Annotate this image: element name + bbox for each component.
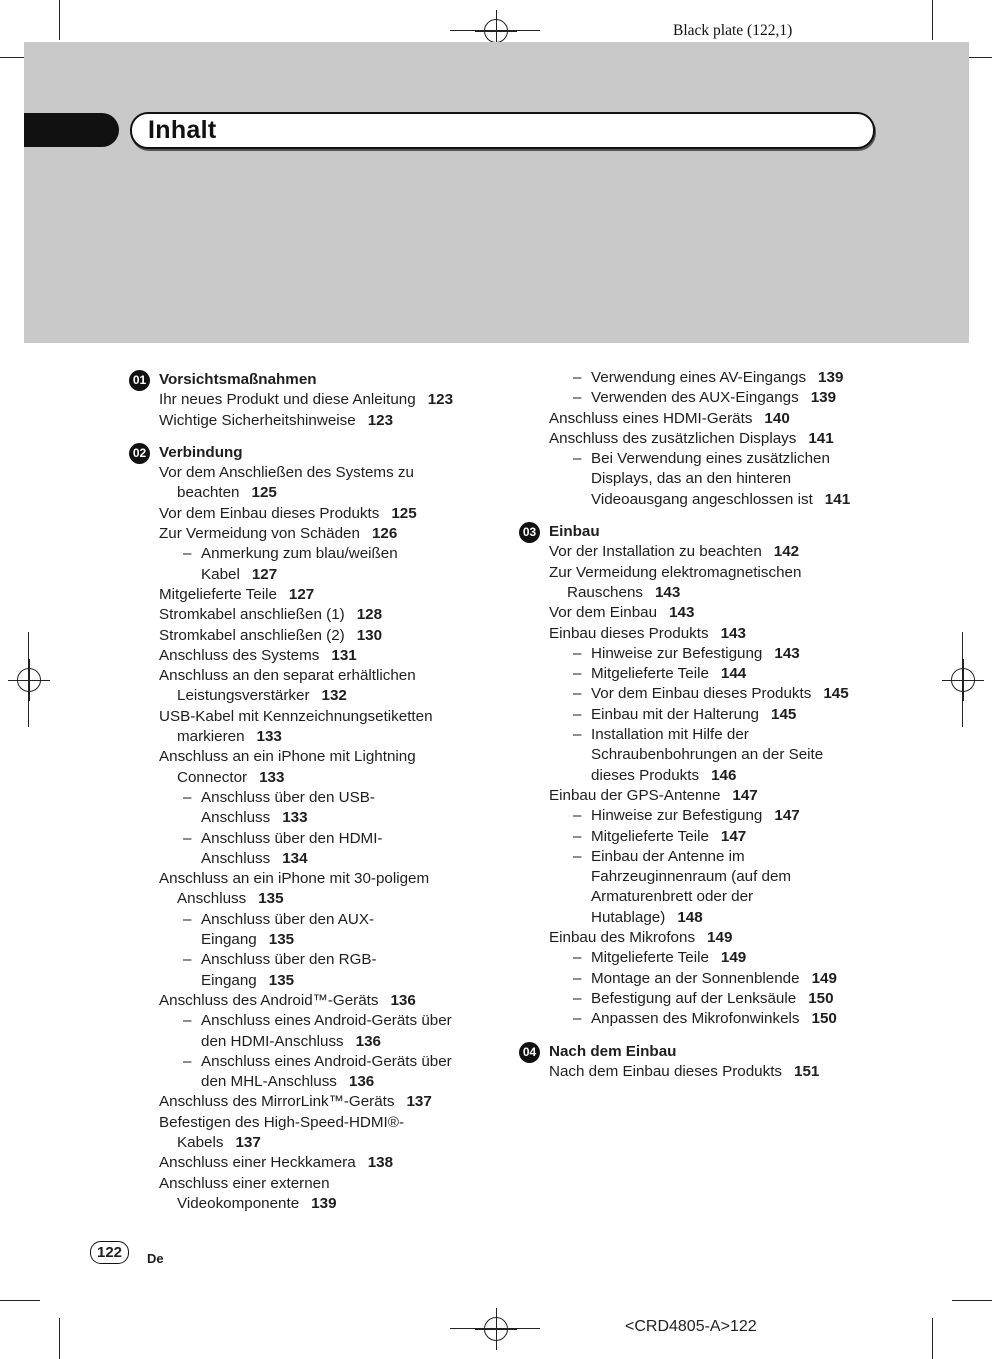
- toc-entry: [159, 1052, 499, 1093]
- toc-entry-text: Hinweise zur Befestigung: [591, 807, 763, 825]
- crop-mark: [932, 1318, 933, 1359]
- toc-page-number: 125: [251, 484, 277, 502]
- section-heading: [522, 522, 889, 542]
- toc-entry-line: [549, 684, 889, 704]
- toc-page-number: 137: [406, 1093, 432, 1111]
- toc-entry-line: [549, 603, 889, 623]
- toc-entry-text: Schraubenbohrungen an der Seite: [591, 746, 824, 764]
- toc-entry-line: [159, 411, 499, 431]
- toc-entry-text: Videoausgang angeschlossen ist: [591, 490, 813, 508]
- toc-page-number: 148: [677, 908, 703, 926]
- toc-entry-text: USB-Kabel mit Kennzeichnungsetiketten: [159, 707, 433, 725]
- toc-entry-line: [549, 409, 889, 429]
- toc-entry-line: [159, 950, 499, 970]
- toc-page-number: 125: [391, 504, 417, 522]
- dash-marker: –: [183, 951, 192, 969]
- toc-page-number: 143: [774, 644, 800, 662]
- toc-entry: [159, 504, 499, 524]
- toc-page-number: 131: [331, 646, 357, 664]
- toc-page-number: 145: [771, 705, 797, 723]
- toc-entry: [159, 1092, 499, 1112]
- toc-page-number: 147: [720, 827, 747, 845]
- toc-entry-line: [159, 390, 499, 410]
- toc-entry-text: Einbau der Antenne im: [591, 847, 745, 865]
- toc-entry-text: Eingang: [201, 971, 257, 989]
- toc-entry: [549, 603, 889, 623]
- toc-entry-line: [159, 889, 499, 909]
- toc-entry-line: [159, 829, 499, 849]
- toc-entry-line: [549, 867, 889, 887]
- toc-entry-text: Ihr neues Produkt und diese Anleitung: [159, 391, 416, 409]
- toc-entry: [159, 390, 499, 410]
- toc-page-number: 133: [259, 768, 285, 786]
- toc-entry-line: [549, 563, 889, 583]
- toc-entry: [159, 1113, 499, 1154]
- toc-entry-text: beachten: [177, 484, 240, 502]
- toc-page-number: 141: [824, 490, 851, 508]
- toc-entry: [159, 829, 499, 870]
- toc-page-number: 141: [808, 429, 834, 447]
- toc-entry-text: Anschluss über den RGB-: [201, 951, 377, 969]
- toc-entry-text: Hinweise zur Befestigung: [591, 644, 763, 662]
- toc-entry: [549, 989, 889, 1009]
- registration-mark-icon: [484, 1317, 508, 1341]
- toc-entry: [549, 624, 889, 644]
- dash-marker: –: [183, 788, 192, 806]
- toc-entry-line: [159, 1032, 499, 1052]
- dash-marker: –: [183, 1052, 192, 1070]
- toc-entry-line: [549, 368, 889, 388]
- toc-page-number: 136: [348, 1073, 375, 1091]
- toc-entry-line: [549, 644, 889, 664]
- toc-page-number: 150: [811, 1010, 837, 1028]
- toc-entry-line: [549, 542, 889, 562]
- header-band: [24, 42, 969, 343]
- toc-entry: [159, 463, 499, 504]
- toc-entry-text: den MHL-Anschluss: [201, 1073, 337, 1091]
- toc-page-number: 137: [235, 1133, 261, 1151]
- toc-entry-text: Einbau des Mikrofons: [549, 929, 696, 947]
- toc-entry-text: Vor dem Einbau dieses Produkts: [159, 504, 380, 522]
- toc-page-number: 135: [268, 971, 295, 989]
- toc-page-number: 126: [371, 525, 398, 543]
- toc-entry-line: [159, 991, 499, 1011]
- toc-entry: [549, 388, 889, 408]
- toc-entry-text: Nach dem Einbau dieses Produkts: [549, 1062, 783, 1080]
- section-gap: [549, 510, 889, 522]
- toc-entry-line: [159, 1052, 499, 1072]
- toc-entry-line: [549, 928, 889, 948]
- toc-entry-line: [159, 1133, 499, 1153]
- toc-entry: [549, 368, 889, 388]
- toc-entry-line: [549, 429, 889, 449]
- toc-entry-text: Kabels: [177, 1133, 224, 1151]
- toc-entry: [549, 948, 889, 968]
- toc-page-number: 143: [720, 624, 746, 642]
- section-gap: [549, 1030, 889, 1042]
- toc-entry-line: [159, 565, 499, 585]
- toc-entry-line: [159, 707, 499, 727]
- toc-entry-text: Displays, das an den hinteren: [591, 470, 792, 488]
- toc-entry-line: [159, 788, 499, 808]
- section-heading: [132, 443, 499, 463]
- toc-entry: [549, 1062, 889, 1082]
- toc-page-number: 127: [251, 565, 278, 583]
- toc-entry: [159, 707, 499, 748]
- toc-entry: [549, 969, 889, 989]
- toc-page-number: 135: [258, 890, 284, 908]
- toc-entry-text: den HDMI-Anschluss: [201, 1032, 344, 1050]
- dash-marker: –: [573, 705, 582, 723]
- toc-entry: [549, 1009, 889, 1029]
- toc-entry-text: Anschluss des Android™-Geräts: [159, 991, 379, 1009]
- toc-entry: [159, 666, 499, 707]
- toc-entry-text: Eingang: [201, 931, 257, 949]
- page-number: 122: [90, 1241, 129, 1264]
- toc-entry-line: [159, 646, 499, 666]
- section-title: Einbau: [549, 523, 600, 541]
- toc-entry-text: Anschluss an den separat erhältlichen: [159, 667, 416, 685]
- toc-page-number: 132: [321, 687, 347, 705]
- toc-entry-text: Anschluss des Systems: [159, 646, 320, 664]
- toc-entry-line: [159, 727, 499, 747]
- toc-entry: [159, 747, 499, 788]
- toc-entry: [549, 664, 889, 684]
- toc-entry-text: Bei Verwendung eines zusätzlichen: [591, 450, 830, 468]
- toc-entry-text: Anschluss: [201, 849, 271, 867]
- toc-entry: [159, 1174, 499, 1215]
- toc-entry-line: [159, 869, 499, 889]
- toc-entry: [549, 409, 889, 429]
- toc-entry: [159, 605, 499, 625]
- dash-marker: –: [183, 1012, 192, 1030]
- toc-entry-text: Verwenden des AUX-Eingangs: [591, 389, 799, 407]
- section-number-badge: 03: [519, 522, 540, 543]
- toc-entry-line: [159, 1174, 499, 1194]
- toc-entry: [549, 684, 889, 704]
- toc-entry-line: [549, 1062, 889, 1082]
- toc-entry: [549, 705, 889, 725]
- document-code: <CRD4805-A>122: [625, 1318, 757, 1335]
- toc-page-number: 133: [256, 728, 282, 746]
- toc-entry-text: Anschluss: [177, 890, 247, 908]
- toc-entry: [159, 411, 499, 431]
- toc-page-number: 140: [764, 409, 790, 427]
- toc-entry: [549, 449, 889, 510]
- toc-page-number: 127: [288, 585, 315, 603]
- toc-page-number: 130: [356, 626, 383, 644]
- toc-entry-text: Anschluss über den AUX-: [201, 910, 375, 928]
- toc-entry-line: [159, 605, 499, 625]
- toc-entry: [159, 910, 499, 951]
- toc-entry-text: Mitgelieferte Teile: [591, 665, 709, 683]
- toc-entry-text: Anschluss einer externen: [159, 1174, 330, 1192]
- toc-entry: [549, 429, 889, 449]
- toc-entry-text: Hutablage): [591, 908, 666, 926]
- toc-entry-line: [549, 827, 889, 847]
- toc-entry-line: [159, 666, 499, 686]
- toc-entry-text: markieren: [177, 728, 245, 746]
- toc-entry-text: Anmerkung zum blau/weißen: [201, 545, 398, 563]
- toc-entry: [549, 725, 889, 786]
- dash-marker: –: [573, 665, 582, 683]
- toc-entry-line: [159, 483, 499, 503]
- dash-marker: –: [573, 989, 582, 1007]
- dash-marker: –: [573, 969, 582, 987]
- toc-page-number: 143: [669, 604, 695, 622]
- toc-page-number: 136: [390, 991, 416, 1009]
- toc-page-number: 133: [282, 809, 308, 827]
- toc-entry-line: [549, 624, 889, 644]
- toc-entry-text: Anschluss des MirrorLink™-Geräts: [159, 1093, 395, 1111]
- toc-entry: [159, 524, 499, 544]
- toc-entry-text: Anschluss eines Android-Geräts über: [201, 1012, 452, 1030]
- toc-entry-line: [159, 1072, 499, 1092]
- toc-entry-line: [549, 449, 889, 469]
- toc-entry-text: Vor dem Einbau: [549, 604, 658, 622]
- toc-entry-text: Montage an der Sonnenblende: [591, 969, 800, 987]
- dash-marker: –: [573, 827, 582, 845]
- toc-entry: [549, 806, 889, 826]
- toc-entry-line: [159, 626, 499, 646]
- toc-page-number: 150: [808, 989, 834, 1007]
- toc-page-number: 151: [794, 1062, 820, 1080]
- crop-mark: [59, 1318, 60, 1359]
- toc-entry: [549, 542, 889, 562]
- dash-marker: –: [573, 644, 582, 662]
- toc-entry-text: Verwendung eines AV-Eingangs: [591, 369, 807, 386]
- toc-page-number: 135: [268, 931, 295, 949]
- toc-entry-line: [549, 745, 889, 765]
- toc-entry-text: dieses Produkts: [591, 766, 700, 784]
- crop-mark: [0, 1300, 40, 1301]
- toc-entry: [159, 1011, 499, 1052]
- toc-entry-text: Befestigen des High-Speed-HDMI®-: [159, 1113, 405, 1131]
- toc-entry-line: [159, 1113, 499, 1133]
- toc-entry-text: Vor dem Anschließen des Systems zu: [159, 464, 414, 482]
- toc-entry-text: Anschluss an ein iPhone mit Lightning: [159, 748, 416, 766]
- toc-page-number: 136: [355, 1032, 381, 1050]
- toc-entry-text: Mitgelieferte Teile: [591, 827, 709, 845]
- dash-marker: –: [573, 369, 582, 386]
- toc-entry-line: [549, 583, 889, 603]
- toc-entry-text: Rauschens: [567, 583, 643, 601]
- registration-mark-icon: [17, 668, 41, 692]
- dash-marker: –: [573, 807, 582, 825]
- toc-entry-line: [549, 664, 889, 684]
- toc-page-number: 145: [823, 685, 849, 703]
- toc-entry-text: Armaturenbrett oder der: [591, 888, 754, 906]
- toc-entry-line: [549, 705, 889, 725]
- toc-column-left: [132, 370, 499, 1214]
- toc-entry-line: [159, 544, 499, 564]
- toc-entry-text: Anschluss einer Heckkamera: [159, 1154, 356, 1172]
- registration-mark-icon: [951, 668, 975, 692]
- toc-entry: [549, 928, 889, 948]
- toc-entry-text: Einbau dieses Produkts: [549, 624, 709, 642]
- title-box: [130, 112, 875, 149]
- toc-entry: [159, 788, 499, 829]
- section-number-badge: 04: [519, 1042, 540, 1063]
- toc-entry-line: [159, 1153, 499, 1173]
- section-title: Vorsichtsmaßnahmen: [159, 371, 317, 388]
- toc-page-number: 139: [311, 1194, 337, 1212]
- toc-page-number: 149: [811, 969, 837, 987]
- toc-page-number: 138: [367, 1154, 394, 1172]
- toc-entry: [549, 644, 889, 664]
- toc-entry-text: Einbau der GPS-Antenne: [549, 786, 721, 804]
- toc-entry-line: [159, 808, 499, 828]
- toc-entry-text: Vor der Installation zu beachten: [549, 543, 762, 561]
- toc-entry-line: [549, 469, 889, 489]
- dash-marker: –: [573, 1010, 582, 1028]
- toc-page-number: 149: [720, 949, 747, 967]
- toc-entry-line: [159, 747, 499, 767]
- toc-entry-text: Leistungsverstärker: [177, 687, 310, 705]
- toc-page-number: 134: [282, 849, 308, 867]
- toc-entry-line: [549, 908, 889, 928]
- toc-entry: [549, 563, 889, 604]
- toc-entry-line: [549, 969, 889, 989]
- toc-entry-text: Zur Vermeidung elektromagnetischen: [549, 563, 802, 581]
- section-number-badge: 01: [129, 370, 150, 391]
- toc-page-number: 139: [818, 369, 844, 386]
- toc-entry-line: [549, 786, 889, 806]
- toc-entry-text: Connector: [177, 768, 248, 786]
- toc-entry: [159, 1153, 499, 1173]
- section-title: Verbindung: [159, 443, 243, 461]
- section-heading: [522, 1042, 889, 1062]
- toc-entry-text: Installation mit Hilfe der: [591, 726, 749, 744]
- toc-entry-line: [159, 768, 499, 788]
- section-gap: [159, 431, 499, 443]
- toc-entry-line: [549, 989, 889, 1009]
- dash-marker: –: [573, 389, 582, 407]
- toc-page-number: 139: [810, 389, 837, 407]
- dash-marker: –: [573, 726, 582, 744]
- toc-entry: [159, 869, 499, 910]
- toc-entry: [549, 847, 889, 928]
- toc-entry-line: [549, 887, 889, 907]
- dash-marker: –: [573, 450, 582, 468]
- toc-entry-line: [159, 849, 499, 869]
- toc-entry-text: Anschluss eines HDMI-Geräts: [549, 409, 753, 427]
- registration-mark-icon: [484, 19, 508, 43]
- plate-label: Black plate (122,1): [673, 22, 793, 39]
- toc-entry: [549, 827, 889, 847]
- toc-entry-line: [159, 1092, 499, 1112]
- dash-marker: –: [183, 545, 192, 563]
- toc-entry-text: Anpassen des Mikrofonwinkels: [591, 1010, 800, 1028]
- toc-entry-text: Anschluss an ein iPhone mit 30-poligem: [159, 870, 430, 888]
- toc-entry-line: [159, 1011, 499, 1031]
- toc-page-number: 147: [732, 786, 758, 804]
- toc-entry-line: [549, 490, 889, 510]
- toc-entry-line: [549, 766, 889, 786]
- toc-entry-text: Wichtige Sicherheitshinweise: [159, 411, 356, 429]
- crop-mark: [59, 0, 60, 40]
- toc-entry-line: [159, 910, 499, 930]
- toc-entry: [159, 646, 499, 666]
- toc-column-right: [522, 368, 889, 1082]
- toc-page-number: 149: [707, 929, 733, 947]
- toc-entry-text: Einbau mit der Halterung: [591, 705, 759, 723]
- toc-entry-text: Anschluss des zusätzlichen Displays: [549, 429, 797, 447]
- title-tab: [24, 113, 119, 147]
- toc-entry-text: Anschluss: [201, 809, 271, 827]
- toc-entry: [549, 786, 889, 806]
- toc-page-number: 123: [427, 391, 454, 409]
- crop-mark: [952, 1300, 992, 1301]
- toc-entry-text: Anschluss über den USB-: [201, 788, 375, 806]
- toc-page-number: 147: [774, 807, 800, 825]
- toc-entry-text: Anschluss über den HDMI-: [201, 829, 383, 847]
- toc-page-number: 143: [654, 583, 681, 601]
- toc-entry-text: Stromkabel anschließen (1): [159, 606, 345, 624]
- toc-entry: [159, 585, 499, 605]
- dash-marker: –: [573, 685, 582, 703]
- toc-entry: [159, 544, 499, 585]
- toc-entry-line: [159, 463, 499, 483]
- toc-entry-text: Kabel: [201, 565, 240, 583]
- toc-entry: [159, 950, 499, 991]
- toc-page-number: 144: [720, 665, 747, 683]
- section-heading: [132, 370, 499, 390]
- toc-page-number: 146: [711, 766, 737, 784]
- toc-entry-text: Videokomponente: [177, 1194, 300, 1212]
- dash-marker: –: [573, 949, 582, 967]
- toc-entry-line: [549, 388, 889, 408]
- toc-entry-text: Zur Vermeidung von Schäden: [159, 525, 360, 543]
- toc-entry-line: [159, 504, 499, 524]
- toc-entry-text: Vor dem Einbau dieses Produkts: [591, 685, 812, 703]
- toc-entry: [159, 991, 499, 1011]
- toc-entry-line: [549, 725, 889, 745]
- toc-entry-line: [159, 971, 499, 991]
- toc-entry-text: Anschluss eines Android-Geräts über: [201, 1052, 452, 1070]
- toc-entry-line: [159, 686, 499, 706]
- toc-page-number: 123: [367, 411, 394, 429]
- section-number-badge: 02: [129, 443, 150, 464]
- toc-entry-line: [549, 806, 889, 826]
- toc-entry-text: Stromkabel anschließen (2): [159, 626, 345, 644]
- toc-page-number: 128: [356, 606, 383, 624]
- toc-entry-line: [159, 930, 499, 950]
- toc-entry: [159, 626, 499, 646]
- toc-entry-line: [159, 585, 499, 605]
- dash-marker: –: [183, 910, 192, 928]
- toc-entry-text: Mitgelieferte Teile: [159, 585, 277, 603]
- toc-entry-line: [549, 948, 889, 968]
- toc-entry-line: [159, 524, 499, 544]
- section-title: Nach dem Einbau: [549, 1042, 677, 1060]
- crop-mark: [932, 0, 933, 40]
- toc-page-number: 142: [773, 543, 800, 561]
- toc-entry-line: [159, 1194, 499, 1214]
- toc-entry-text: Mitgelieferte Teile: [591, 949, 709, 967]
- toc-entry-text: Befestigung auf der Lenksäule: [591, 989, 797, 1007]
- toc-entry-text: Fahrzeuginnenraum (auf dem: [591, 868, 792, 886]
- page-title: Inhalt: [148, 116, 217, 144]
- dash-marker: –: [183, 829, 192, 847]
- toc-entry-line: [549, 1009, 889, 1029]
- dash-marker: –: [573, 847, 582, 865]
- language-code: De: [147, 1251, 164, 1266]
- toc-entry-line: [549, 847, 889, 867]
